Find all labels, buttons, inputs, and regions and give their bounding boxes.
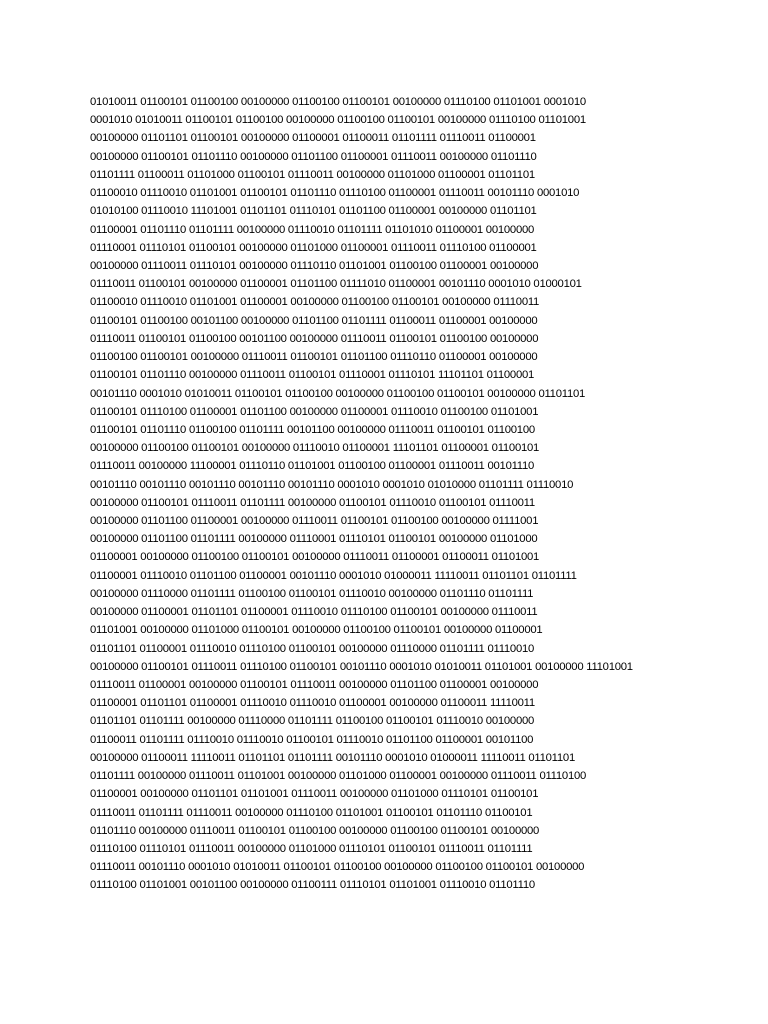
binary-text-line: 01010100 01110010 11101001 01101101 01110101 01101100 01100001 00100000 01101101	[90, 205, 537, 218]
binary-text-line: 01110011 01101111 01110011 00100000 01110100 01101001 01100101 01101110 01100101	[90, 806, 533, 819]
binary-text-line: 00100000 01101100 01100001 00100000 01110011 01100101 01100100 00100000 01111001	[90, 515, 539, 528]
binary-text-line: 00100000 01100101 01110011 01101111 00100000 01100101 01110010 01100101 01110011	[90, 496, 535, 509]
binary-text-line: 01010011 01100101 01100100 00100000 01100100 01100101 00100000 01110100 01101001 0001010	[90, 96, 586, 108]
binary-text-line: 00100000 01101100 01101111 00100000 01110001 01110101 01100101 00100000 01101000	[90, 533, 538, 546]
binary-text-line: 01100001 01110010 01101100 01100001 00101110 0001010 01000011 11110011 01101101 01101111	[90, 569, 577, 582]
binary-text-line: 00100000 01100100 01100101 00100000 01110010 01100001 11101101 01100001 01100101	[90, 442, 540, 455]
binary-text-line: 01110100 01110101 01110011 00100000 01101000 01110101 01100101 01110011 01101111	[90, 842, 533, 855]
binary-text-line: 01100101 01100100 00101100 00100000 01101100 01101111 01100011 01100001 00100000	[90, 314, 538, 327]
binary-text-line: 01110100 01101001 00101100 00100000 01100111 01110101 01101001 01110010 01101110	[90, 879, 535, 892]
binary-text-line: 01100101 01110100 01100001 01101100 00100000 01100001 01110010 01100100 01101001	[90, 405, 539, 418]
binary-text-line: 01100010 01110010 01101001 01100001 00100000 01100100 01100101 00100000 01110011	[90, 296, 540, 309]
binary-text-line: 00101110 00101110 00101110 00101110 00101110 0001010 0001010 01010000 01101111 01110010	[90, 478, 574, 491]
binary-text-line: 01100001 01101101 01100001 01110010 01110010 01100001 00100000 01100011 11110011	[90, 697, 535, 710]
binary-text-line: 00100000 01101101 01100101 00100000 01100001 01100011 01101111 01110011 01100001	[90, 132, 536, 145]
binary-text-line: 01110011 00101110 0001010 01010011 01100101 01100100 00100000 01100100 01100101 00100000	[90, 861, 585, 874]
binary-text-line: 01100010 01110010 01101001 01100101 01101110 01110100 01100001 01110011 00101110 0001010	[90, 187, 580, 200]
binary-text-line: 01110011 01100101 01100100 00101100 00100000 01110011 01100101 01100100 00100000	[90, 332, 539, 345]
binary-text-line: 01101101 01100001 01110010 01110100 01100101 00100000 01110000 01101111 01110010	[90, 642, 535, 655]
binary-text-block	[90, 93, 690, 895]
binary-text-line: 00100000 01100101 01101110 00100000 01101100 01100001 01110011 00100000 01101110	[90, 150, 537, 163]
binary-text-line: 01101110 00100000 01110011 01100101 01100100 00100000 01100100 01100101 00100000	[90, 824, 540, 837]
binary-text-line: 00100000 01100001 01101101 01100001 01110010 01110100 01100101 00100000 01110011	[90, 606, 538, 619]
binary-text-line: 0001010 01010011 01100101 01100100 00100000 01100100 01100101 00100000 01110100 01101001	[90, 114, 586, 127]
binary-text-line: 01100100 01100101 00100000 01110011 01100101 01101100 01110110 01100001 00100000	[90, 351, 538, 364]
binary-text-line: 00100000 01110000 01101111 01100100 01100101 01110010 00100000 01101110 01101111	[90, 587, 534, 600]
binary-text-line: 00101110 0001010 01010011 01100101 01100100 00100000 01100100 01100101 00100000 01101101	[90, 387, 586, 400]
binary-text-line: 01110011 01100001 00100000 01100101 01110011 00100000 01101100 01100001 00100000	[90, 679, 539, 691]
binary-text-line: 01100001 00100000 01100100 01100101 00100000 01110011 01100001 01100011 01101001	[90, 551, 540, 564]
binary-text-line: 01101111 01100011 01101000 01100101 01110011 00100000 01101000 01100001 01101101	[90, 168, 535, 181]
binary-text-line: 01100001 00100000 01101101 01101001 01110011 00100000 01101000 01110101 01100101	[90, 788, 539, 801]
binary-text-line: 01101101 01101111 00100000 01110000 01101111 01100100 01100101 01110010 00100000	[90, 715, 535, 728]
binary-text-line: 01101001 00100000 01101000 01100101 00100000 01100100 01100101 00100000 01100001	[90, 624, 543, 637]
binary-text-line: 01100101 01101110 01100100 01101111 00101100 00100000 01110011 01100101 01100100	[90, 423, 535, 436]
binary-text-line: 01100001 01101110 01101111 00100000 01110010 01101111 01101010 01100001 00100000	[90, 223, 535, 236]
binary-text-line: 00100000 01110011 01110101 00100000 01110110 01101001 01100100 01100001 00100000	[90, 259, 539, 272]
binary-text-line: 00100000 01100011 11110011 01101101 01101111 00101110 0001010 01000011 11110011 01101101	[90, 751, 575, 764]
binary-text-line: 01110001 01110101 01100101 00100000 01101000 01100001 01110011 01110100 01100001	[90, 241, 537, 254]
binary-text-line: 00100000 01100101 01110011 01110100 01100101 00101110 0001010 01010011 01101001 00100000 11101001	[90, 660, 633, 673]
binary-text-line: 01100011 01101111 01110010 01110010 01100101 01110010 01101100 01100001 00101100	[90, 733, 534, 746]
binary-text-line: 01101111 00100000 01110011 01101001 00100000 01101000 01100001 00100000 01110011 01110100	[90, 770, 587, 783]
binary-text-line: 01110011 00100000 11100001 01110110 01101001 01100100 01100001 01110011 00101110	[90, 460, 535, 473]
binary-text-line: 01100101 01101110 00100000 01110011 01100101 01110001 01110101 11101101 01100001	[90, 369, 535, 382]
binary-text-line: 01110011 01100101 00100000 01100001 01101100 01111010 01100001 00101110 0001010 01000101	[90, 278, 582, 291]
